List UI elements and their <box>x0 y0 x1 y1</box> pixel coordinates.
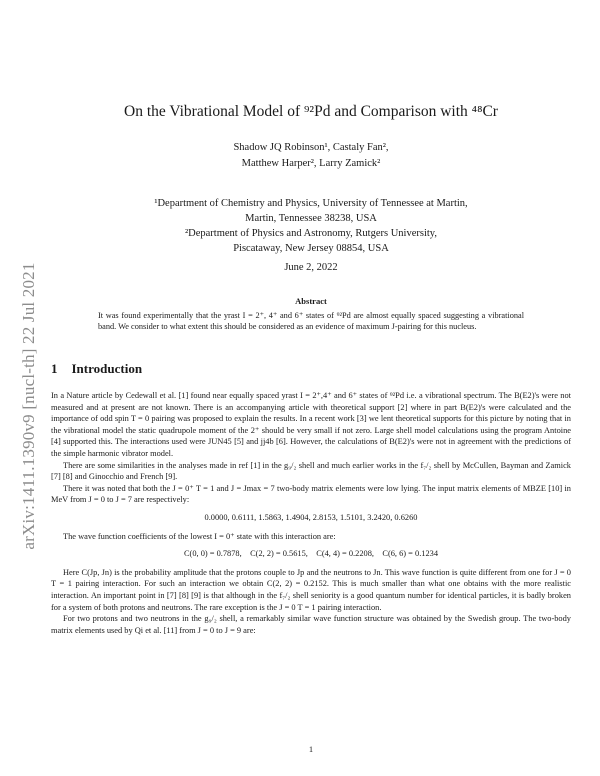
author-line: Shadow JQ Robinson¹, Castaly Fan², <box>233 142 389 153</box>
paragraph: Here C(Jp, Jn) is the probability amplitude that the protons couple to Jp and the neutrons to Jn. This wave function is quite different from one for J = 0 T = 1 pairing interaction. For such an interaction we obtain C(2, 2) = 0.2152. This is much smaller than what one obtains with the more realistic interaction. An important point in [7] [8] [9] is that although in the f₇/₂ shell seniority is a good quantum number for identical particles, it is badly broken for a system of both protons and neutrons. The rare exception is the J = 0 T = 1 pairing interaction. <box>51 567 571 612</box>
paragraph: In a Nature article by Cedewall et al. [1] found near equally spaced yrast I = 2⁺,4⁺ and 6⁺ states of ⁹²Pd i.e. a vibrational spectrum. The B(E2)'s were not measured and at present are not known. There is an accompanying article with theoretical support [2] where in part B(E2)'s were calculated and the importance of odd spin T = 0 pairing was proposed to explain the results. In a recent work [3] we lent theoretical supports for this picture by noting that in the vibrational model the static quadrupole moment of the 2⁺ should be very small if not zero. Large shell model calculations using the program Antoine [4] supported this. The interactions used were JUN45 [5] and jj4b [6]. However, the calculations of B(E2)'s were not in agreement with the predictions of the simple harmonic vibrator model. <box>51 391 571 458</box>
paper-title: On the Vibrational Model of ⁹²Pd and Comparison with ⁴⁸Cr <box>124 103 498 120</box>
paper-date: June 2, 2022 <box>284 262 338 273</box>
affiliation-line: ²Department of Physics and Astronomy, Rutgers University, <box>184 228 437 239</box>
arxiv-id: arXiv:1411.1390v9 [nucl-th] 22 Jul 2021 <box>19 262 38 550</box>
section-heading <box>51 361 156 377</box>
abstract-heading: Abstract <box>295 296 327 306</box>
affiliation-line: Martin, Tennessee 38238, USA <box>245 213 377 224</box>
paragraph: For two protons and two neutrons in the g₉/₂ shell, a remarkably similar wave function structure was obtained by the Swedish group. The two-body matrix elements used by Qi et al. [11] from J = 0 to J = 9 are: <box>51 614 571 635</box>
abstract-text: It was found experimentally that the yrast I = 2⁺, 4⁺ and 6⁺ states of ⁹²Pd are almost equally spaced suggesting a vibrational band. We consider to what extent this should be considered as an evidence of maximum J-pairing for this nucleus. <box>98 311 524 332</box>
affiliation-line: Piscataway, New Jersey 08854, USA <box>233 243 389 254</box>
paragraph: There it was noted that both the J = 0⁺ T = 1 and J = Jmax = 7 two-body matrix elements were low lying. The input matrix elements of MBZE [10] in MeV from J = 0 to J = 7 are respectively: <box>51 483 571 505</box>
paragraph: There are some similarities in the analyses made in ref [1] in the g₉/₂ shell and much earlier works in the f₇/₂ shell by McCullen, Bayman and Zamick [7] [8] and Ginocchio and French [9]. <box>51 460 571 482</box>
arxiv-stamp <box>4 146 54 666</box>
paragraph: The wave function coefficients of the lowest I = 0⁺ state with this interaction are: <box>63 531 336 541</box>
section-number: 1 <box>51 361 58 376</box>
body-text <box>51 390 571 636</box>
author-list <box>64 140 558 172</box>
affiliations <box>64 196 558 256</box>
page-number: 1 <box>308 744 314 754</box>
equation: 0.0000, 0.6111, 1.5863, 1.4904, 2.8153, 1.5101, 3.2420, 0.6260 <box>204 512 418 522</box>
section-title: Introduction <box>71 361 143 376</box>
affiliation-line: ¹Department of Chemistry and Physics, University of Tennessee at Martin, <box>154 198 468 209</box>
equation: C(0, 0) = 0.7878, C(2, 2) = 0.5615, C(4, 4) = 0.2208, C(6, 6) = 0.1234 <box>183 549 439 559</box>
author-line: Matthew Harper², Larry Zamick² <box>241 158 381 169</box>
